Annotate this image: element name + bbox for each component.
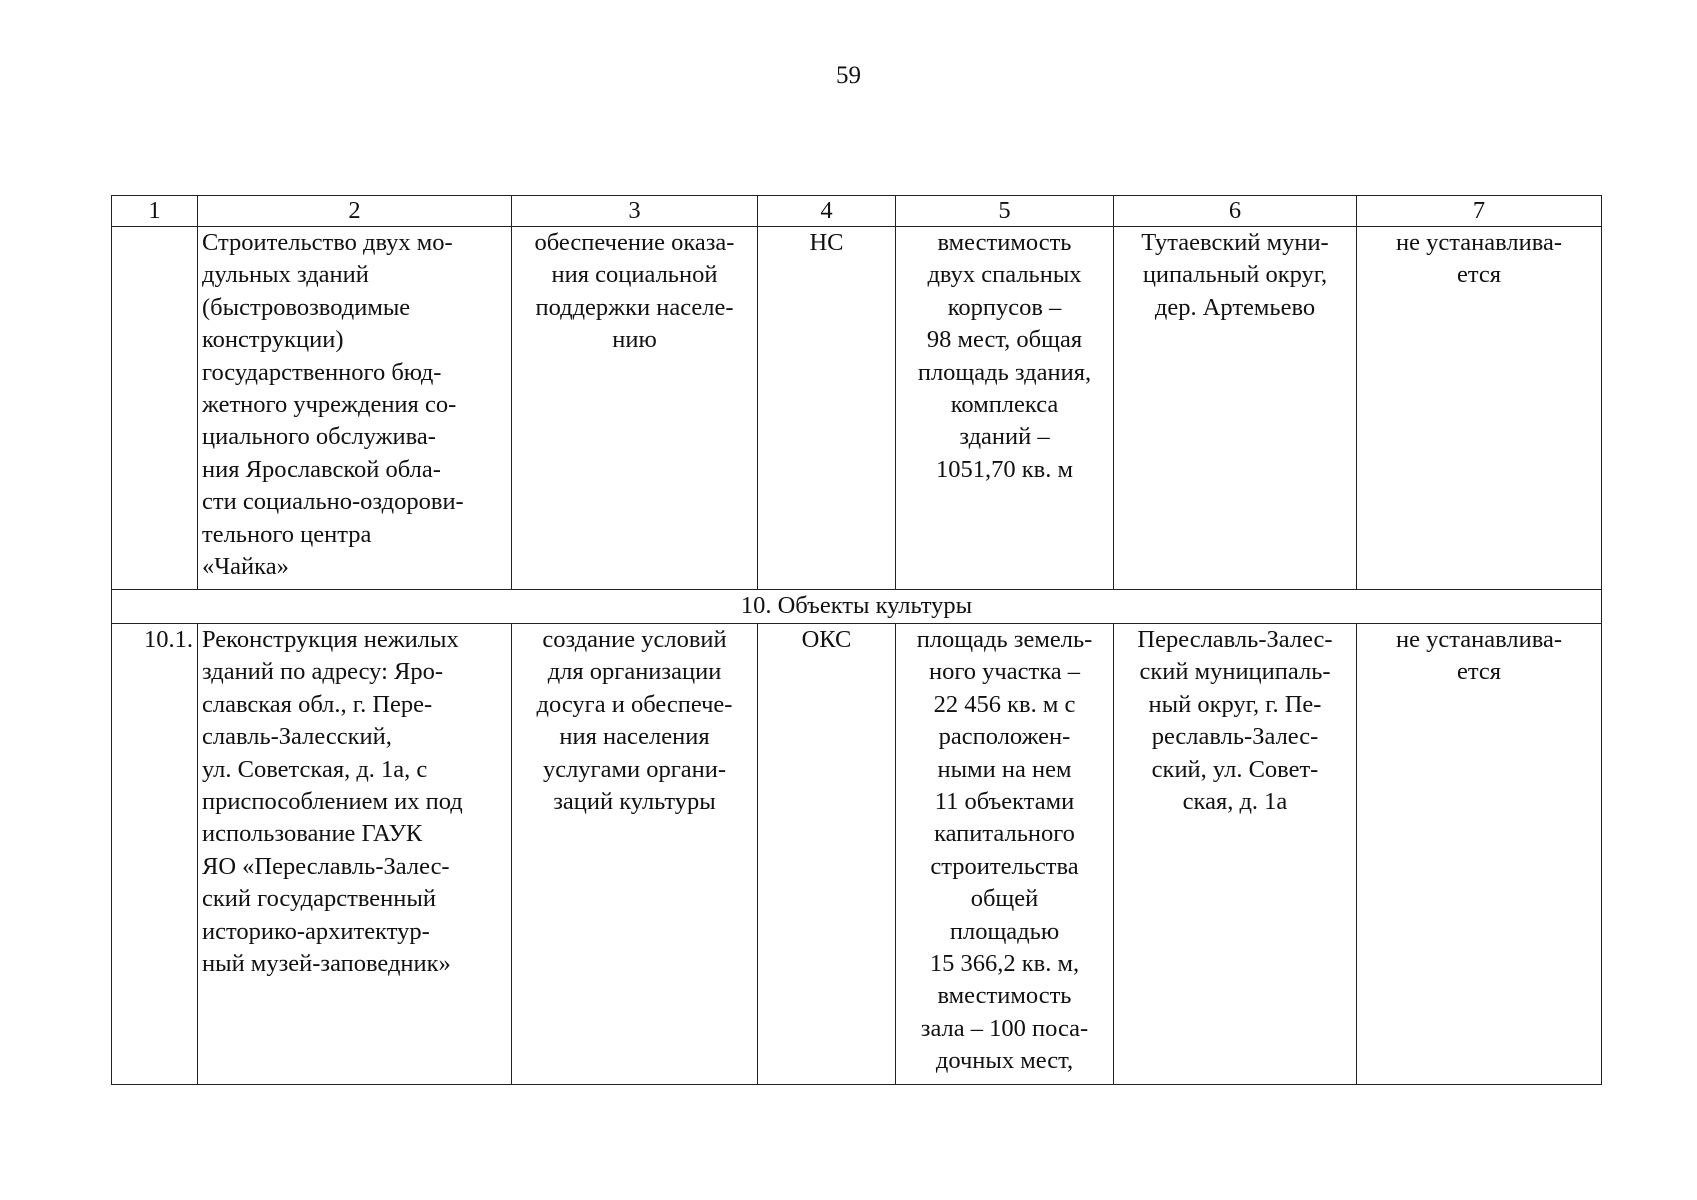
cell-text-line: ными на нем xyxy=(937,755,1072,783)
cell-text-line: расположен- xyxy=(938,723,1071,751)
cell-text-line: ЯО «Переславль-Залес- xyxy=(202,852,450,880)
term-cell xyxy=(1357,624,1602,1085)
cell-text-line: историко-архитектур- xyxy=(202,917,430,945)
cell-text-line: ципальный округ, xyxy=(1142,261,1328,289)
cell-text-line: ский муниципаль- xyxy=(1139,658,1331,686)
cell-text-line: дочных мест, xyxy=(935,1047,1074,1075)
cell-text-line: ния населения xyxy=(559,723,710,751)
cell-text-line: вместимость xyxy=(937,982,1072,1010)
cell-text-line: обеспечение оказа- xyxy=(534,229,735,256)
cell-text-line: ется xyxy=(1456,658,1502,686)
header-cell-7: 7 xyxy=(1357,196,1602,227)
cell-text-line: досуга и обеспече- xyxy=(536,690,733,718)
cell-text-line: строительства xyxy=(930,852,1079,880)
table-row xyxy=(112,227,1602,590)
cell-text-line: Тутаевский муни- xyxy=(1141,229,1329,256)
object-name-cell xyxy=(198,624,512,1085)
cell-text-line: капитального xyxy=(934,820,1075,848)
header-cell-1: 1 xyxy=(112,196,198,227)
cell-text-line: ного участка – xyxy=(929,658,1080,686)
object-name-cell xyxy=(198,227,512,590)
cell-text-line: (быстровозводимые xyxy=(202,293,411,321)
cell-text-line: вместимость xyxy=(937,229,1072,256)
cell-text-line: циального обслужива- xyxy=(202,423,436,451)
cell-text-line: нию xyxy=(612,326,657,354)
cell-text-line: не устанавлива- xyxy=(1396,626,1562,653)
cell-text-line: конструкции) xyxy=(202,326,344,354)
cell-text-line: зала – 100 поса- xyxy=(920,1014,1089,1042)
cell-text-line: площадью xyxy=(949,917,1060,945)
cell-text-line: реславль-Залес- xyxy=(1151,723,1319,751)
section-title: 10. Объекты культуры xyxy=(112,590,1602,624)
cell-text-line: создание условий xyxy=(542,626,727,653)
cell-text-line: 22 456 кв. м с xyxy=(933,690,1076,718)
cell-text-line: поддержки населе- xyxy=(535,293,734,321)
cell-text-line: ется xyxy=(1456,261,1502,289)
cell-text-line: ул. Советская, д. 1а, с xyxy=(202,755,428,783)
cell-text-line: Реконструкция нежилых xyxy=(202,626,459,653)
cell-text-line: славская обл., г. Пере- xyxy=(202,690,433,718)
cell-text-line: дульных зданий xyxy=(202,261,369,289)
header-cell-3: 3 xyxy=(512,196,758,227)
cell-text-line: ный музей-заповедник» xyxy=(202,950,451,978)
cell-text-line: государственного бюд- xyxy=(202,358,442,386)
cell-text-line: жетного учреждения со- xyxy=(202,391,457,419)
header-cell-5: 5 xyxy=(896,196,1114,227)
cell-text-line: «Чайка» xyxy=(202,553,289,581)
section-row xyxy=(112,590,1602,624)
cell-text-line: двух спальных xyxy=(927,261,1082,289)
location-cell xyxy=(1114,624,1357,1085)
cell-text-line: не устанавлива- xyxy=(1396,229,1562,256)
cell-text-line: 11 объектами xyxy=(934,788,1075,816)
cell-text-line: ская, д. 1а xyxy=(1182,788,1288,816)
cell-text-line: площадь земель- xyxy=(916,626,1093,653)
cell-text-line: дер. Артемьево xyxy=(1154,293,1316,321)
cell-text-line: услугами органи- xyxy=(542,755,727,783)
cell-text-line: для организации xyxy=(547,658,722,686)
header-row xyxy=(112,196,1602,227)
cell-text-line: сти социально-оздорови- xyxy=(202,488,464,516)
object-type-cell: ОКС xyxy=(758,624,896,1085)
cell-text-line: использование ГАУК xyxy=(202,820,423,848)
cell-text-line: зданий по адресу: Яро- xyxy=(202,658,444,686)
page-number: 59 xyxy=(836,62,861,89)
objects-table xyxy=(111,195,1602,1085)
header-cell-6: 6 xyxy=(1114,196,1357,227)
capacity-cell xyxy=(896,227,1114,590)
cell-text-line: заций культуры xyxy=(553,788,716,816)
table-row xyxy=(112,624,1602,1085)
capacity-cell xyxy=(896,624,1114,1085)
cell-text-line: славль-Залесский, xyxy=(202,723,392,751)
cell-text-line: приспособлением их под xyxy=(202,788,463,816)
cell-text-line: ский государственный xyxy=(202,885,436,913)
cell-text-line: ный округ, г. Пе- xyxy=(1148,690,1322,718)
location-cell xyxy=(1114,227,1357,590)
cell-text-line: 15 366,2 кв. м, xyxy=(929,950,1080,978)
cell-text-line: зданий – xyxy=(959,423,1050,451)
cell-text-line: 1051,70 кв. м xyxy=(936,455,1073,483)
header-cell-4: 4 xyxy=(758,196,896,227)
row-number-cell: 10.1. xyxy=(112,624,198,1085)
cell-text-line: 98 мест, общая xyxy=(926,326,1083,354)
term-cell xyxy=(1357,227,1602,590)
purpose-cell xyxy=(512,624,758,1085)
cell-text-line: тельного центра xyxy=(202,520,372,548)
cell-text-line: ния социальной xyxy=(551,261,718,289)
cell-text-line: общей xyxy=(970,885,1039,913)
row-number-cell xyxy=(112,227,198,590)
header-cell-2: 2 xyxy=(198,196,512,227)
cell-text-line: Переславль-Залес- xyxy=(1137,626,1333,653)
cell-text-line: Строительство двух мо- xyxy=(202,229,453,256)
cell-text-line: ния Ярославской обла- xyxy=(202,455,441,483)
cell-text-line: площадь здания, xyxy=(917,358,1092,386)
cell-text-line: комплекса xyxy=(950,391,1059,419)
cell-text-line: ский, ул. Совет- xyxy=(1151,755,1319,783)
object-type-cell: НС xyxy=(758,227,896,590)
cell-text-line: корпусов – xyxy=(947,293,1062,321)
purpose-cell xyxy=(512,227,758,590)
